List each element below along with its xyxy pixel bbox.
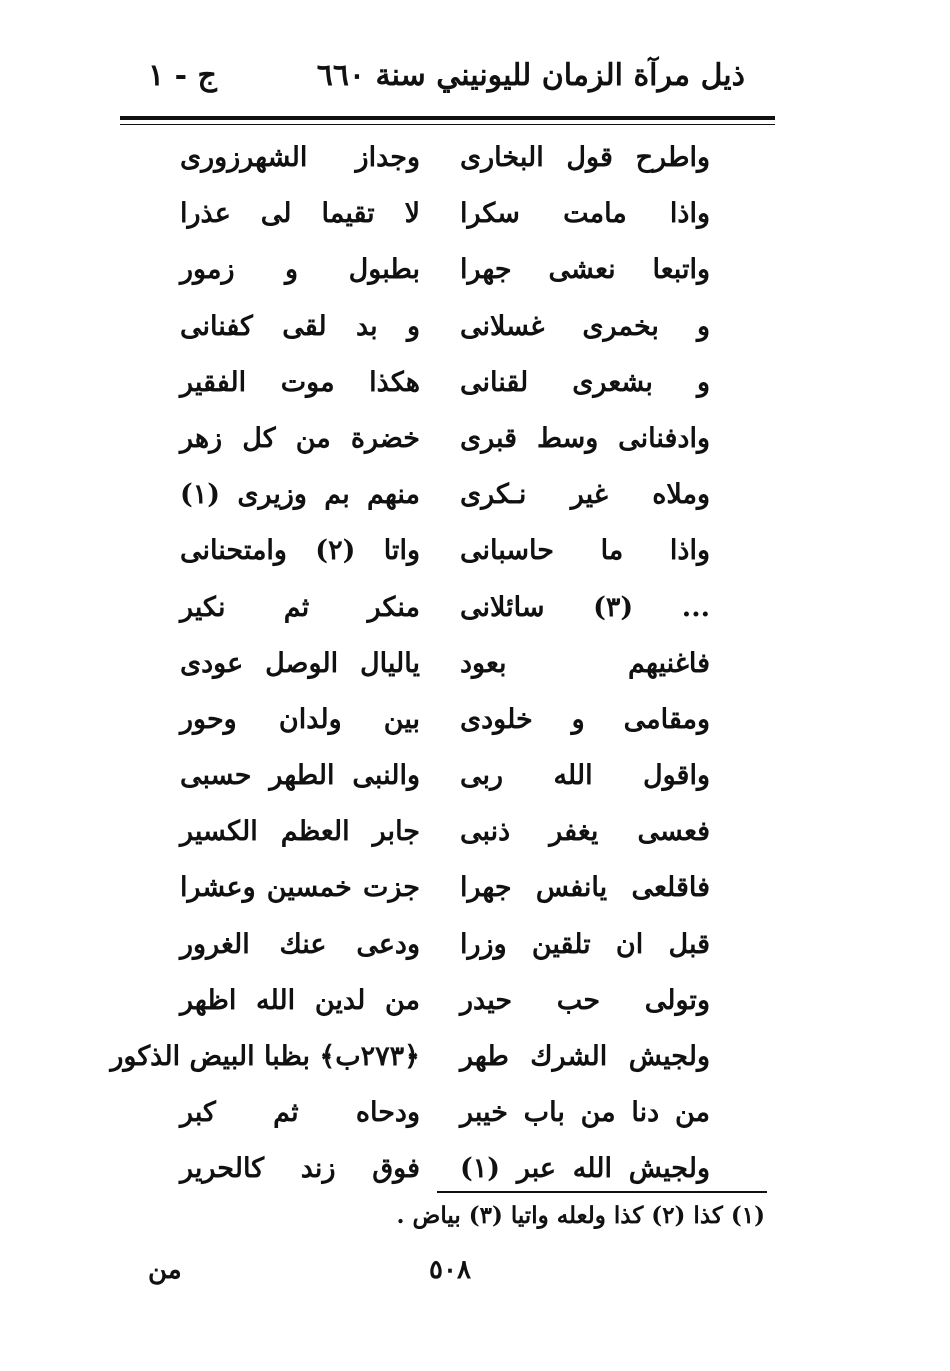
verse-first-hemistich: واذا ما حاسبانى	[460, 535, 710, 567]
verse-first-hemistich: فاقلعى يانفس جهرا	[460, 872, 710, 904]
verse-second-hemistich: ودحاه ثم كبر	[180, 1097, 420, 1129]
verse-second-hemistich: وجداز الشهرزورى	[180, 142, 420, 173]
verse-second-hemistich: ياليال الوصل عودى	[180, 647, 420, 679]
verse-second-hemistich: بين ولدان وحور	[180, 703, 420, 735]
verse-first-hemistich: ولجيش الله عبر (١)	[460, 1153, 710, 1185]
verse-first-hemistich: وتولى حب حيدر	[460, 984, 710, 1016]
poem-body	[110, 130, 750, 1198]
verse-first-hemistich: فاغنيهم بعود	[460, 647, 710, 679]
verse-first-hemistich: ولجيش الشرك طهر	[460, 1041, 710, 1072]
verse-line	[150, 804, 750, 860]
catchword: من	[148, 1255, 182, 1285]
verse-second-hemistich: و بد لقى كفنانى	[180, 310, 420, 342]
verse-line	[150, 860, 750, 916]
verse-first-hemistich: واذا مامت سكرا	[460, 198, 710, 230]
verse-second-hemistich: من لدين الله اظهر	[180, 984, 420, 1016]
verse-second-hemistich: جزت خمسين وعشرا	[180, 872, 420, 904]
page-number: ٥٠٨	[429, 1255, 471, 1285]
verse-first-hemistich: ... (٣) سائلانى	[460, 591, 710, 623]
verse-first-hemistich: وملاه غير نـكرى	[460, 479, 710, 511]
verse-first-hemistich: وادفنانى وسط قبرى	[460, 422, 710, 454]
footnote: (١) كذا (٢) كذا ولعله واتيا (٣) بياض .	[396, 1202, 765, 1229]
verse-line	[150, 242, 750, 298]
verse-second-hemistich: ﴿٢٧٣ب﴾ بظبا البيض الذكور	[110, 1041, 420, 1072]
verse-first-hemistich: من دنا من باب خيبر	[460, 1097, 710, 1129]
verse-second-hemistich: واتا (٢) وامتحنانى	[180, 535, 420, 567]
verse-first-hemistich: قبل ان تلقين وزرا	[460, 928, 710, 960]
header-rule-thin	[120, 124, 775, 125]
running-header	[120, 58, 775, 108]
verse-line	[150, 355, 750, 411]
verse-second-hemistich: منكر ثم نكير	[180, 591, 420, 623]
verse-second-hemistich: لا تقيما لى عذرا	[180, 198, 420, 230]
verse-first-hemistich: و بخمرى غسلانى	[460, 310, 710, 342]
verse-first-hemistich: فعسى يغفر ذنبى	[460, 816, 710, 848]
verse-second-hemistich: جابر العظم الكسير	[180, 816, 420, 848]
verse-first-hemistich: واقول الله ربى	[460, 760, 710, 792]
verse-line	[150, 186, 750, 242]
verse-line	[150, 130, 750, 186]
verse-line	[150, 917, 750, 973]
verse-line	[150, 580, 750, 636]
verse-second-hemistich: فوق زند كالحرير	[180, 1153, 420, 1185]
verse-first-hemistich: واطرح قول البخارى	[460, 142, 710, 173]
verse-line	[150, 1141, 750, 1197]
verse-first-hemistich: و بشعرى لقنانى	[460, 366, 710, 398]
verse-line	[150, 636, 750, 692]
verse-line	[110, 1029, 750, 1085]
verse-second-hemistich: خضرة من كل زهر	[180, 422, 420, 454]
verse-second-hemistich: منهم بم وزيرى (١)	[180, 479, 420, 511]
verse-line	[150, 973, 750, 1029]
verse-line	[150, 523, 750, 579]
verse-line	[150, 299, 750, 355]
header-title: ذيل مرآة الزمان لليونيني سنة ٦٦٠	[316, 58, 745, 93]
verse-line	[150, 692, 750, 748]
header-volume: ج - ١	[148, 58, 217, 93]
verse-line	[150, 748, 750, 804]
verse-first-hemistich: ومقامى و خلودى	[460, 703, 710, 735]
verse-line	[150, 411, 750, 467]
verse-second-hemistich: والنبى الطهر حسبى	[180, 760, 420, 792]
verse-line	[150, 467, 750, 523]
verse-first-hemistich: واتبعا نعشى جهرا	[460, 254, 710, 286]
header-rule-thick	[120, 116, 775, 120]
verse-line	[150, 1085, 750, 1141]
verse-second-hemistich: هكذا موت الفقير	[180, 366, 420, 398]
verse-second-hemistich: بطبول و زمور	[180, 254, 420, 286]
verse-second-hemistich: ودعى عنك الغرور	[180, 928, 420, 960]
footnote-rule	[437, 1191, 767, 1193]
